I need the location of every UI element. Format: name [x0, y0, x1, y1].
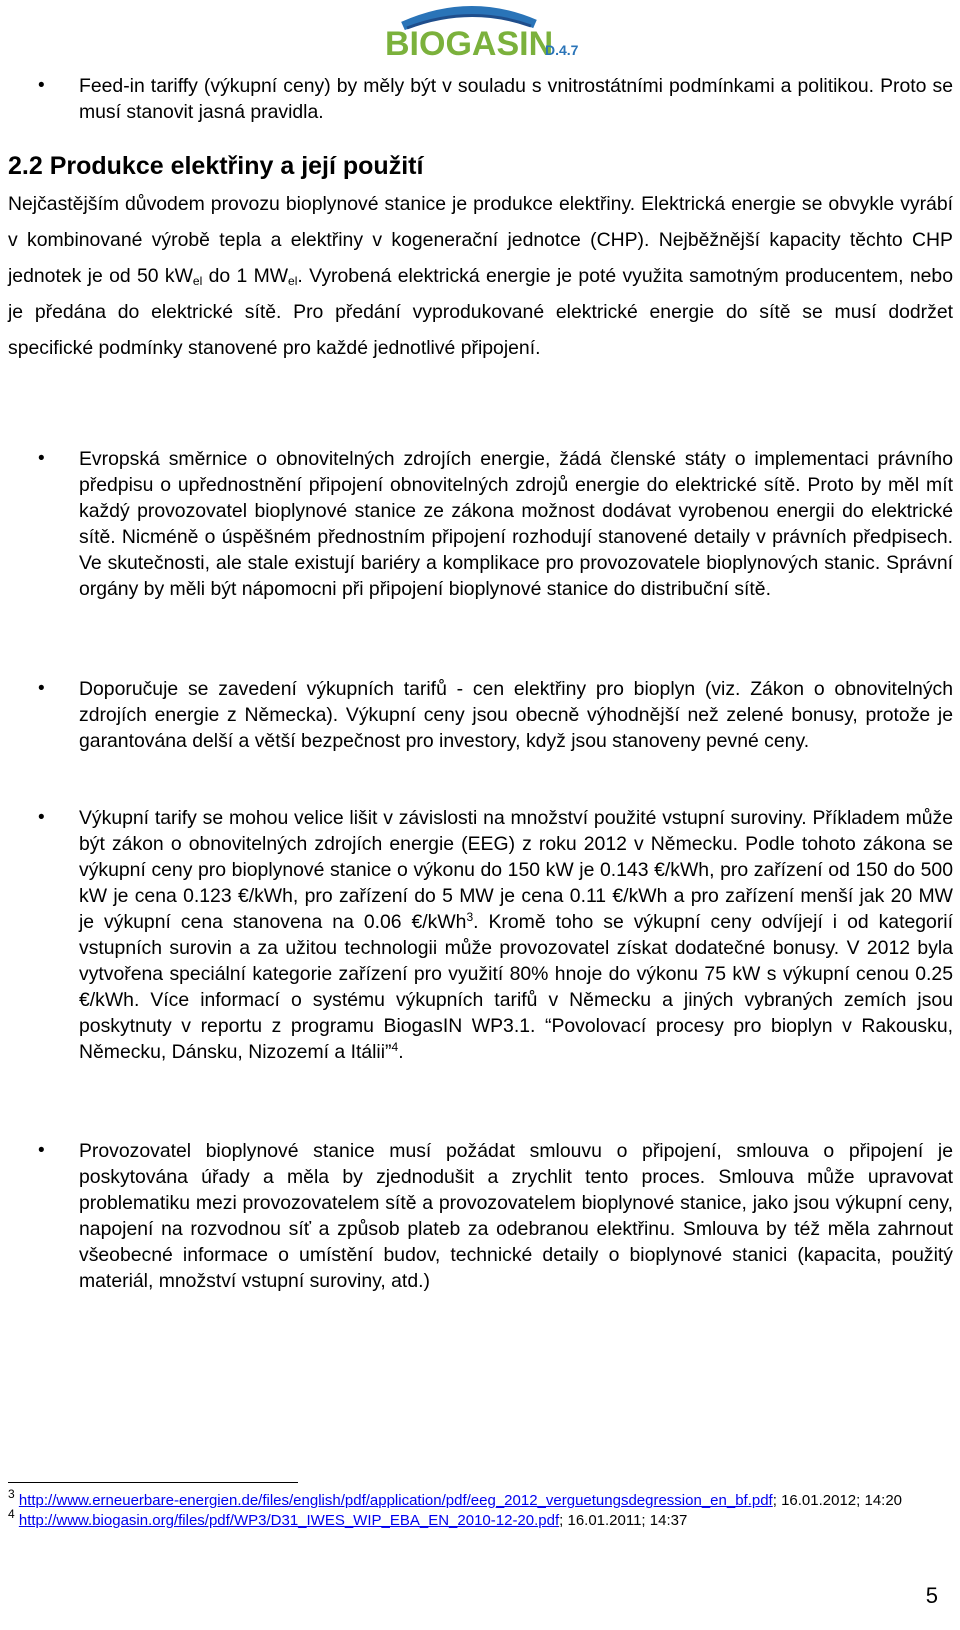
list-item	[8, 1138, 953, 1294]
bullet-symbol: •	[38, 448, 45, 469]
list-item-text: Evropská směrnice o obnovitelných zdrojích energie, žádá členské státy o implementaci právního předpisu o upřednostnění připojení obnovitelných zdrojů energie do elektrické sítě. Proto by měl mít každý provozovatel bioplynové stanice ze zákona možnost dodávat vyrobenou energii do elektrické sítě. Nicméně o úspěšném přednostním připojení rozhodují stanovené detaily v právních předpisech. Ve skutečnosti, ale stale existují bariéry a komplikace pro provozovatele bioplynových stanic. Správní orgány by měli být nápomocni při připojení bioplynové stanice do distribuční sítě.	[79, 448, 953, 600]
list-item	[8, 73, 953, 125]
footnote-link[interactable]: http://www.erneuerbare-energien.de/files/english/pdf/application/pdf/eeg_2012_verguetungsdegression_en_bf.pdf	[18, 1492, 773, 1509]
list-item-text: Doporučuje se zavedení výkupních tarifů - cen elektřiny pro bioplyn (viz. Zákon o obnovitelných zdrojích energie z Německa). Výkupní ceny jsou obecně výhodnější než zelené bonusy, protože je garantována delší a větší bezpečnost pro investory, když jsou stanoveny pevné ceny.	[79, 678, 953, 752]
logo-text: BIOGASIN	[385, 25, 554, 62]
footnote-link[interactable]: http://www.biogasin.org/files/pdf/WP3/D31_IWES_WIP_EBA_EN_2010-12-20.pdf	[18, 1512, 560, 1529]
footnote-3: $^3$ http://www.erneuerbare-energien.de/files/english/pdf/application/pdf/eeg_2012_verguetungsdegression_en_bf.pdf; 16.01.2012; 14:20	[8, 1487, 903, 1509]
footnotes	[8, 1487, 948, 1531]
footnote-ref: 4	[391, 1040, 399, 1054]
biogasin-logo	[385, 2, 590, 62]
bullet-symbol: •	[38, 807, 45, 828]
footnote-ref: 3	[466, 910, 474, 924]
list-item-text: Provozovatel bioplynové stanice musí požádat smlouvu o připojení, smlouva o připojení je poskytována úřady a měla by zjednodušit a zrychlit tento proces. Smlouva může upravovat problematiku mezi provozovatelem sítě a provozovatelem bioplynové stanice, jako jsou výkupní ceny, napojení na rozvodnou síť a způsob plateb za odebranou elektřinu. Smlouva by též měla zahrnout všeobecné informace o umístění budov, technické detaily o bioplynové stanici (kapacita, použitý materiál, množství vstupní suroviny, atd.)	[79, 1140, 953, 1292]
bullet-symbol: •	[38, 1140, 45, 1161]
list-item-text: Feed-in tariffy (výkupní ceny) by měly být v souladu s vnitrostátními podmínkami a politikou. Proto se musí stanovit jasná pravidla.	[79, 75, 953, 123]
section-paragraph: Nejčastějším důvodem provozu bioplynové stanice je produkce elektřiny. Elektrická energie se obvykle vyrábí v kombinované výrobě tepla a elektřiny v kogenerační jednotce (CHP). Nejběžnější kapacity těchto CHP jednotek je od 50 $kW_{el}$ do 1 $MW_{el}$. Vyrobená elektrická energie je poté využita samotným producentem, nebo je předána do elektrické sítě. Pro předání vyprodukované elektrické energie do sítě se musí dodržet specifické podmínky stanovené pro každé jednotlivé připojení.	[8, 193, 953, 359]
footnote-divider	[8, 1482, 298, 1483]
list-item-text: Výkupní tarify se mohou velice lišit v závislosti na množství použité vstupní suroviny. Příkladem může být zákon o obnovitelných zdrojích energie (EEG) z roku 2012 v Německu. Podle tohoto zákona se výkupní ceny pro bioplynové stanice o výkonu do 150 kW je 0.143 €/kWh, pro zařízení od 150 do 500 kW je cena 0.123 €/kWh, pro zařízení do 5 MW je cena 0.11 €/kWh a pro zařízení menší jak 20 MW je výkupní cena stanovena na 0.06 €/kWh$^3$. Kromě toho se výkupní ceny odvíjejí i od kategorií vstupních surovin a za užitou technologii může provozovatel získat dodatečné bonusy. V 2012 byla vytvořena speciální kategorie zařízení pro využití 80% hnoje do výkonu 75 kW s výkupní cenou 0.25 €/kWh. Více informací o systému výkupních tarifů v Německu a jiných vybraných zemích jsou poskytnuty v reportu z programu BiogasIN WP3.1. “Povolovací procesy pro bioplyn v Rakousku, Německu, Dánsku, Nizozemí a Itálii”$^4$.	[79, 807, 953, 1063]
list-item	[8, 805, 953, 1065]
page-number: 5	[925, 1583, 938, 1608]
section-heading: 2.2 Produkce elektřiny a její použití	[8, 152, 424, 180]
logo-suffix: D.4.7	[545, 42, 579, 58]
bullet-symbol: •	[38, 678, 45, 699]
bullet-symbol: •	[38, 75, 45, 96]
footnote-4: $^4$ http://www.biogasin.org/files/pdf/WP3/D31_IWES_WIP_EBA_EN_2010-12-20.pdf; 16.01.2011; 14:37	[8, 1507, 688, 1529]
list-item	[8, 446, 953, 602]
list-item	[8, 676, 953, 754]
